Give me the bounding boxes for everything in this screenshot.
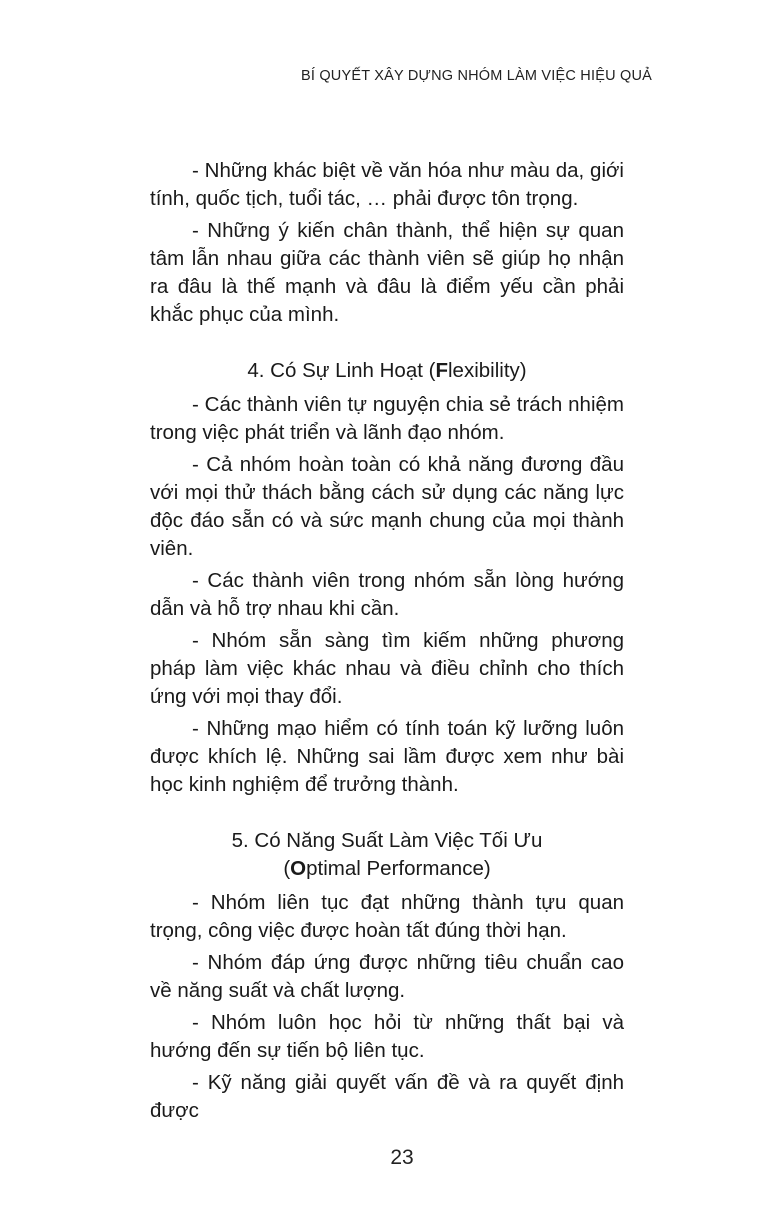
paragraph: - Kỹ năng giải quyết vấn đề và ra quyết định được: [150, 1071, 624, 1122]
paragraph: - Nhóm đáp ứng được những tiêu chuẩn cao về năng suất và chất lượng.: [150, 951, 624, 1002]
running-header: BÍ QUYẾT XÂY DỰNG NHÓM LÀM VIỆC HIỆU QUẢ: [301, 68, 652, 84]
heading-text: lexibility): [448, 359, 527, 382]
heading-text: ptimal Performance): [306, 857, 491, 880]
paragraph: - Nhóm luôn học hỏi từ những thất bại và hướng đến sự tiến bộ liên tục.: [150, 1011, 624, 1062]
paragraph: - Những ý kiến chân thành, thể hiện sự quan tâm lẫn nhau giữa các thành viên sẽ giúp họ nhận ra đâu là thế mạnh và đâu là điểm yếu cần phải khắc phục của mình.: [150, 219, 624, 326]
paragraph: - Cả nhóm hoàn toàn có khả năng đương đầu với mọi thử thách bằng cách sử dụng các năng lực độc đáo sẵn có và sức mạnh chung của mọi thành viên.: [150, 453, 624, 560]
heading-initial: F: [435, 359, 448, 382]
heading-text: (: [283, 857, 291, 880]
paragraph: - Nhóm liên tục đạt những thành tựu quan trọng, công việc được hoàn tất đúng thời hạn.: [150, 891, 624, 942]
paragraph: - Nhóm sẵn sàng tìm kiếm những phương pháp làm việc khác nhau và điều chỉnh cho thích ứng với mọi thay đổi.: [150, 629, 624, 708]
paragraph: - Những khác biệt về văn hóa như màu da, giới tính, quốc tịch, tuổi tác, … phải được tôn trọng.: [150, 159, 624, 210]
section-heading-flexibility: [150, 357, 624, 385]
paragraph: - Các thành viên tự nguyện chia sẻ trách nhiệm trong việc phát triển và lãnh đạo nhóm.: [150, 393, 624, 444]
page-body: [150, 157, 624, 1129]
page-number: 23: [390, 1146, 414, 1169]
paragraph: - Những mạo hiểm có tính toán kỹ lưỡng luôn được khích lệ. Những sai lầm được xem như bài học kinh nghiệm để trưởng thành.: [150, 717, 624, 796]
heading-text: 4. Có Sự Linh Hoạt (: [247, 359, 436, 382]
heading-initial: O: [290, 857, 307, 880]
paragraph: - Các thành viên trong nhóm sẵn lòng hướng dẫn và hỗ trợ nhau khi cần.: [150, 569, 624, 620]
section-heading-subtitle: [150, 855, 624, 883]
section-heading-optimal-performance: 5. Có Năng Suất Làm Việc Tối Ưu: [231, 829, 543, 852]
